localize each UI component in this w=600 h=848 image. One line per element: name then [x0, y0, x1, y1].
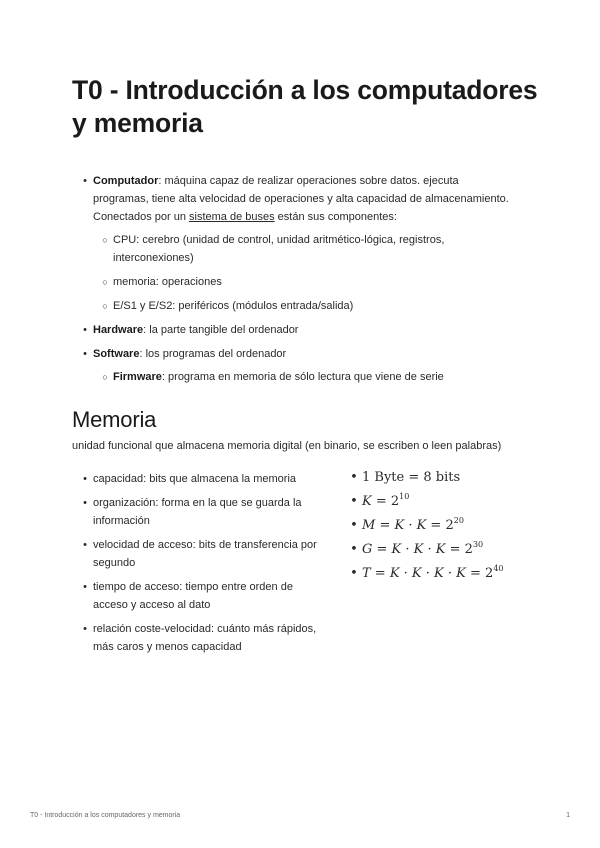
list-item: • capacidad: bits que almacena la memoria [93, 470, 318, 488]
components-list [93, 231, 513, 315]
term-computador: Computador [93, 175, 159, 187]
bullet-icon: • [83, 175, 87, 187]
list-item: ○ memoria: operaciones [113, 273, 513, 291]
formula-byte: • 1 Byte = 8 bits [362, 468, 522, 488]
term-hardware: Hardware [93, 324, 144, 336]
section-heading-memoria: Memoria [72, 407, 157, 432]
bullet-icon: • [83, 473, 87, 485]
bullet-icon: • [350, 518, 358, 533]
bullet-icon: • [83, 623, 87, 635]
list-item-software: • Software: los programas del ordenador ○ Firmware: programa en memoria de sólo lectura que viene de serie [93, 345, 513, 386]
bullet-icon: • [83, 539, 87, 551]
bullet-icon: • [83, 348, 87, 360]
circle-bullet-icon: ○ [102, 277, 108, 287]
list-item-hardware: • Hardware: la parte tangible del ordenador [93, 321, 513, 339]
formula-tera: • $T = K \cdot K \cdot K \cdot K = 2^{40}$ [362, 564, 522, 584]
formula-mega: • $M = K \cdot K = 2^{20}$ [362, 516, 522, 536]
bullet-icon: • [83, 581, 87, 593]
list-item: • relación coste-velocidad: cuánto más rápidos, más caros y menos capacidad [93, 620, 318, 656]
bullet-icon: • [83, 497, 87, 509]
bullet-icon: • [350, 470, 358, 485]
software-sub-list [93, 368, 513, 386]
page-number: 1 [566, 812, 570, 819]
circle-bullet-icon: ○ [102, 235, 108, 245]
list-item: • tiempo de acceso: tiempo entre orden de acceso y acceso al dato [93, 578, 318, 614]
memoria-description: unidad funcional que almacena memoria digital (en binario, se escriben o leen palabras) [72, 440, 502, 452]
term-firmware: Firmware [113, 371, 162, 383]
page-title: T0 - Introducción a los computadores y memoria [72, 75, 538, 138]
footer-title: T0 - Introducción a los computadores y memoria [30, 812, 181, 819]
formula-giga: • $G = K \cdot K \cdot K = 2^{30}$ [362, 540, 522, 560]
list-item: ○ E/S1 y E/S2: periféricos (módulos entrada/salida) [113, 297, 513, 315]
page-footer [30, 812, 570, 819]
list-item: • velocidad de acceso: bits de transferencia por segundo [93, 536, 318, 572]
bullet-icon: • [350, 566, 358, 581]
circle-bullet-icon: ○ [102, 372, 108, 382]
circle-bullet-icon: ○ [102, 301, 108, 311]
bullet-icon: • [350, 494, 358, 509]
list-item-computador: • Computador: máquina capaz de realizar operaciones sobre datos. ejecuta programas, tiene alta velocidad de operaciones y alta capacidad de almacenamiento. Conectados por un sistema de buses están sus componentes: ○ CPU: cerebro (unidad de control, unidad aritmético-lógica, registros, interconexiones) ○ memoria: operaciones ○ E/S1 y E/S2: periféricos (módulos entrada/salida) [93, 172, 513, 315]
list-item: • organización: forma en la que se guarda la información [93, 494, 318, 530]
memoria-properties-list [83, 470, 318, 662]
unit-formulas-list [350, 468, 522, 588]
bullet-icon: • [350, 542, 358, 557]
list-item: ○ CPU: cerebro (unidad de control, unidad aritmético-lógica, registros, interconexiones) [113, 231, 513, 267]
sistema-de-buses-link[interactable]: sistema de buses [189, 211, 275, 223]
formula-kilo: • $K = 2^{10}$ [362, 492, 522, 512]
term-software: Software [93, 348, 140, 360]
intro-list [83, 172, 513, 392]
bullet-icon: • [83, 324, 87, 336]
list-item-firmware: ○ Firmware: programa en memoria de sólo lectura que viene de serie [113, 368, 513, 386]
